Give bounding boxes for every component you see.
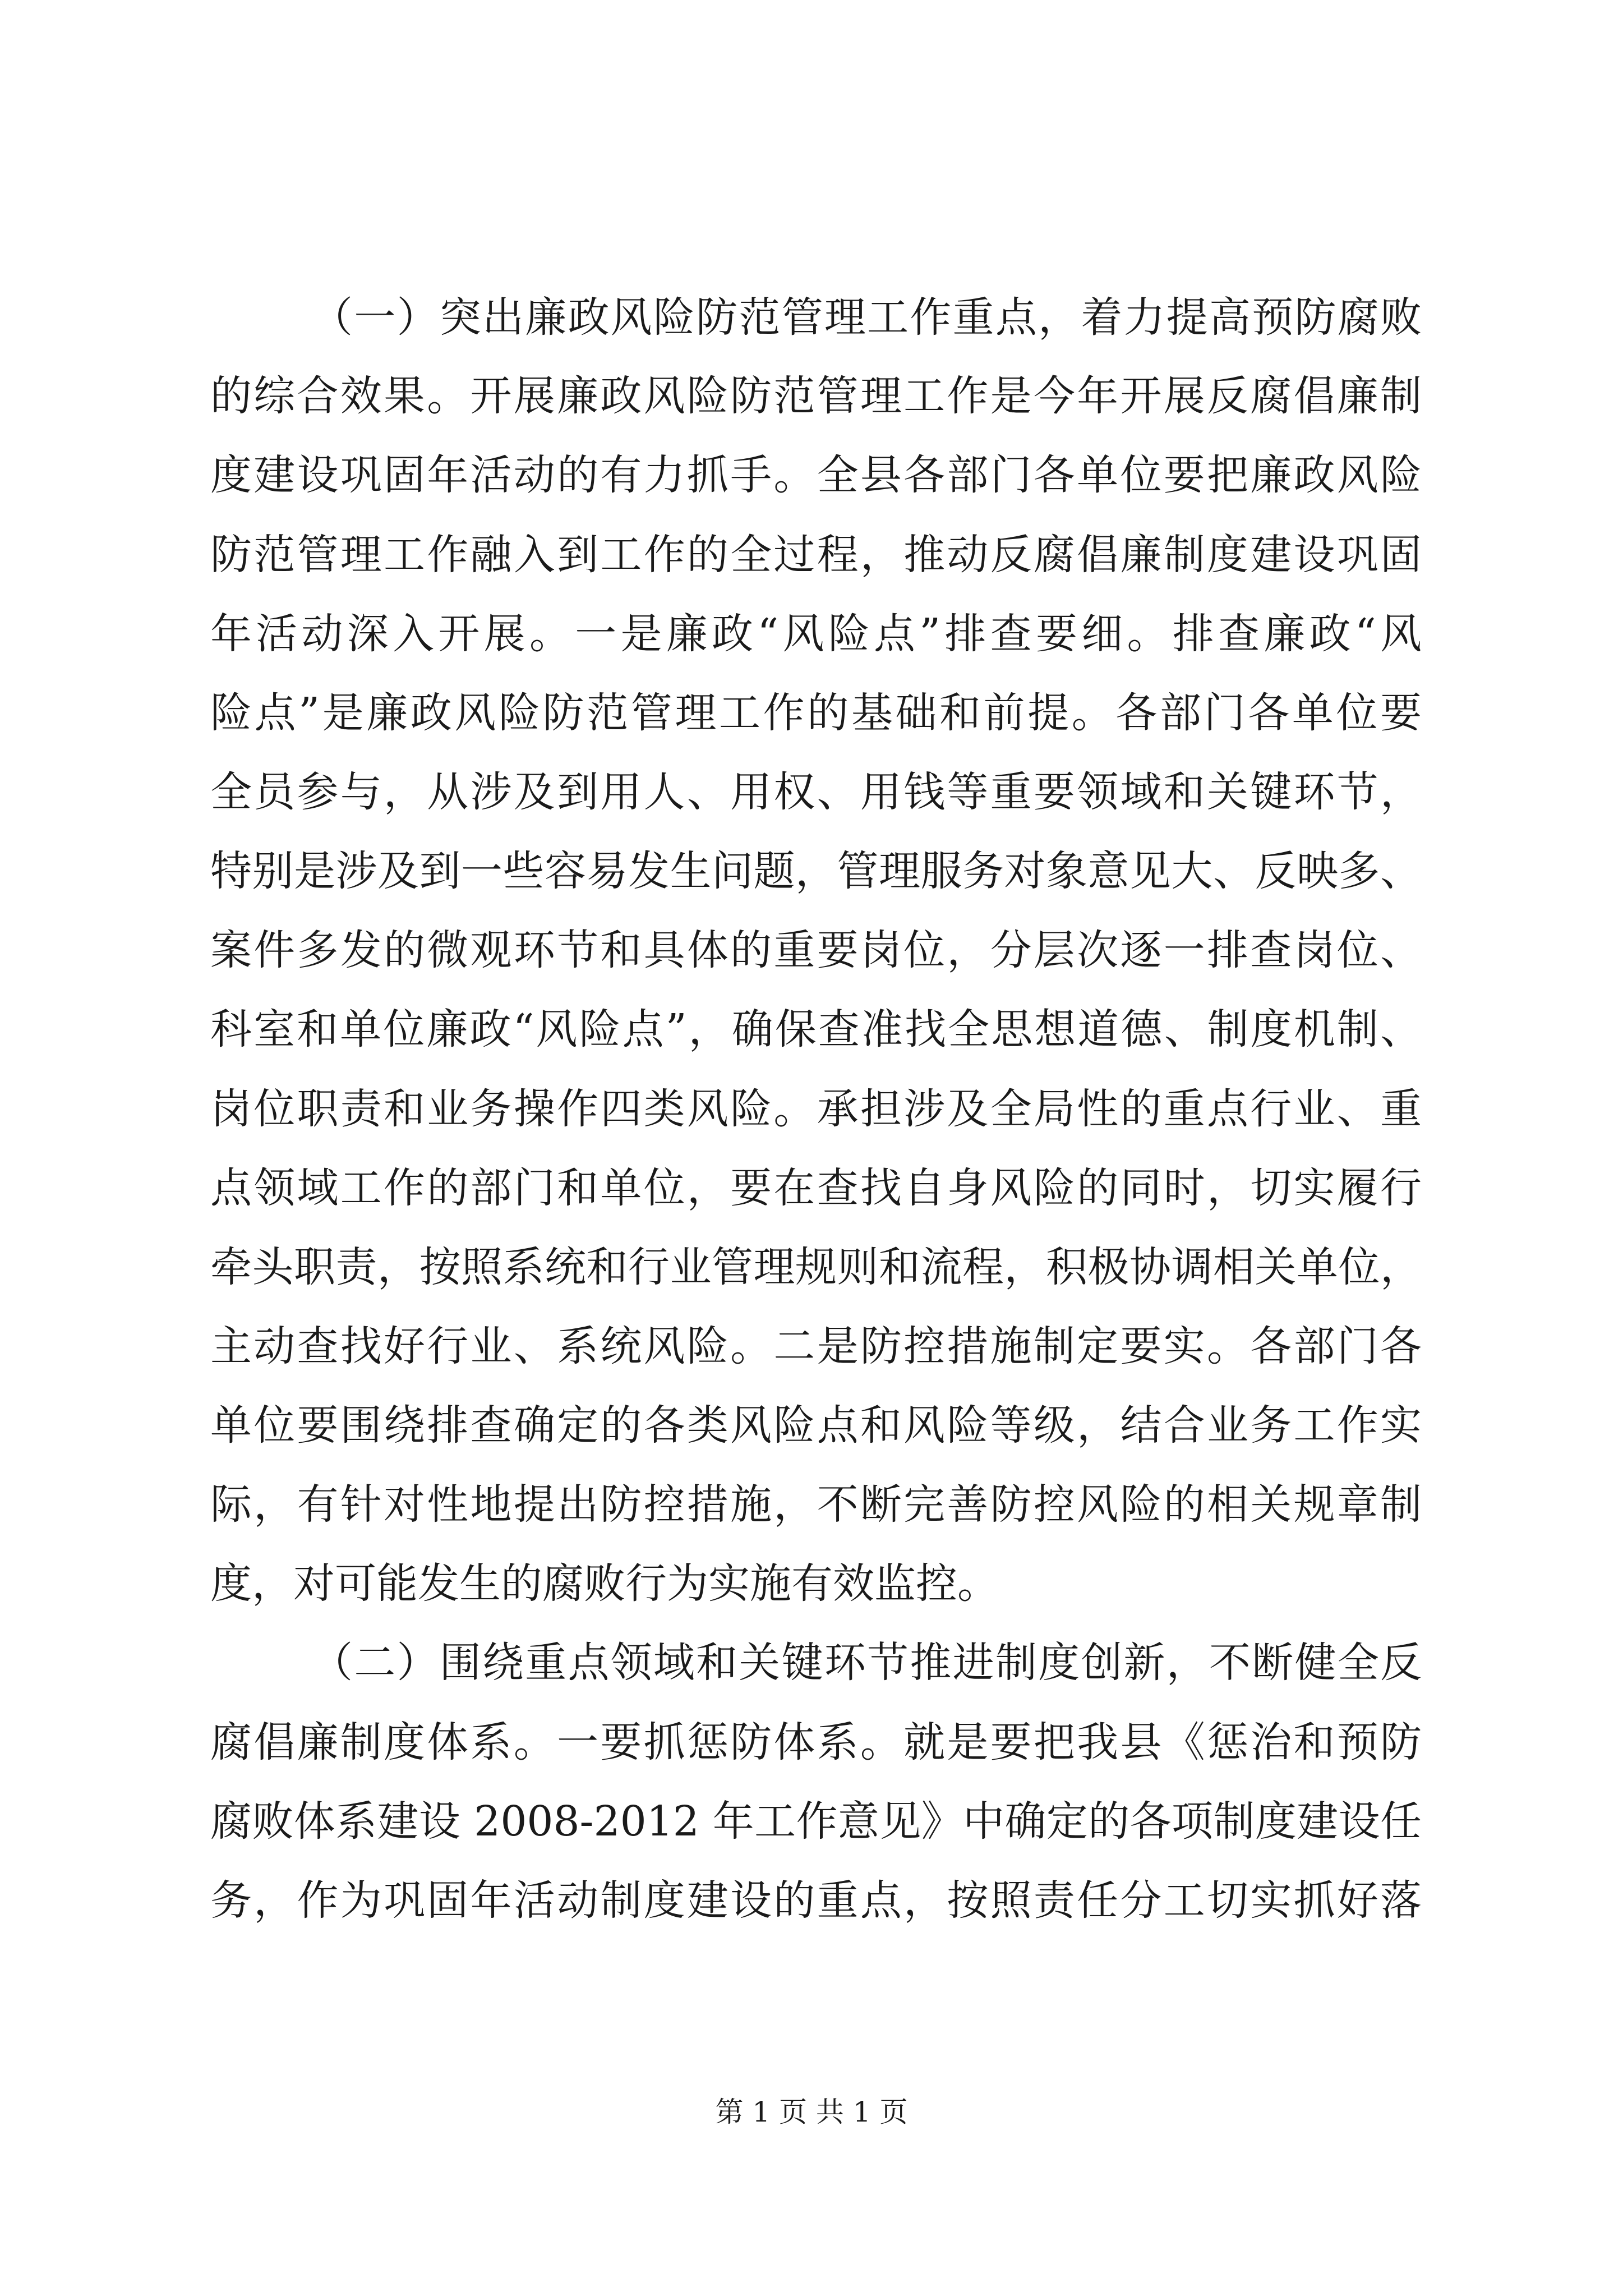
paragraph-1-line-8: 特别是涉及到一些容易发生问题，管理服务对象意见大、反映多、 [210, 847, 1422, 895]
paragraph-1-line-6: 险点”是廉政风险防范管理工作的基础和前提。各部门各单位要 [210, 689, 1422, 737]
paragraph-1-line-5: 年活动深入开展。一是廉政“风险点”排查要细。排查廉政“风 [210, 610, 1422, 658]
paragraph-1-line-17: 度，对可能发生的腐败行为实施有效监控。 [210, 1559, 999, 1608]
paragraph-1-line-7: 全员参与，从涉及到用人、用权、用钱等重要领域和关键环节， [210, 768, 1422, 816]
paragraph-1-line-16: 际，有针对性地提出防控措施，不断完善防控风险的相关规章制 [210, 1480, 1422, 1529]
paragraph-1-line-2: 的综合效果。开展廉政风险防范管理工作是今年开展反腐倡廉制 [210, 372, 1422, 420]
paragraph-1-line-10: 科室和单位廉政“风险点”，确保查准找全思想道德、制度机制、 [210, 1005, 1422, 1053]
paragraph-1-line-14: 主动查找好行业、系统风险。二是防控措施制定要实。各部门各 [210, 1322, 1422, 1370]
paragraph-1-line-9: 案件多发的微观环节和具体的重要岗位，分层次逐一排查岗位、 [210, 926, 1422, 974]
paragraph-1-line-11: 岗位职责和业务操作四类风险。承担涉及全局性的重点行业、重 [210, 1085, 1422, 1133]
paragraph-1-line-15: 单位要围绕排查确定的各类风险点和风险等级，结合业务工作实 [210, 1401, 1422, 1450]
paragraph-2-line-4: 务，作为巩固年活动制度建设的重点，按照责任分工切实抓好落 [210, 1876, 1422, 1925]
paragraph-2-line-3: 腐败体系建设 2008-2012 年工作意见》中确定的各项制度建设任 [210, 1797, 1422, 1846]
page-number-footer: 第 1 页 共 1 页 [715, 2096, 908, 2128]
paragraph-2-line-1: （二）围绕重点领域和关键环节推进制度创新，不断健全反 [311, 1639, 1422, 1687]
paragraph-1-line-1: （一）突出廉政风险防范管理工作重点，着力提高预防腐败 [311, 293, 1422, 342]
paragraph-1-line-4: 防范管理工作融入到工作的全过程，推动反腐倡廉制度建设巩固 [210, 531, 1422, 579]
paragraph-1-line-12: 点领域工作的部门和单位，要在查找自身风险的同时，切实履行 [210, 1164, 1422, 1212]
paragraph-1-line-3: 度建设巩固年活动的有力抓手。全县各部门各单位要把廉政风险 [210, 451, 1422, 499]
paragraph-1-line-13: 牵头职责，按照系统和行业管理规则和流程，积极协调相关单位， [210, 1243, 1422, 1291]
paragraph-2-line-2: 腐倡廉制度体系。一要抓惩防体系。就是要把我县《惩治和预防 [210, 1718, 1422, 1766]
